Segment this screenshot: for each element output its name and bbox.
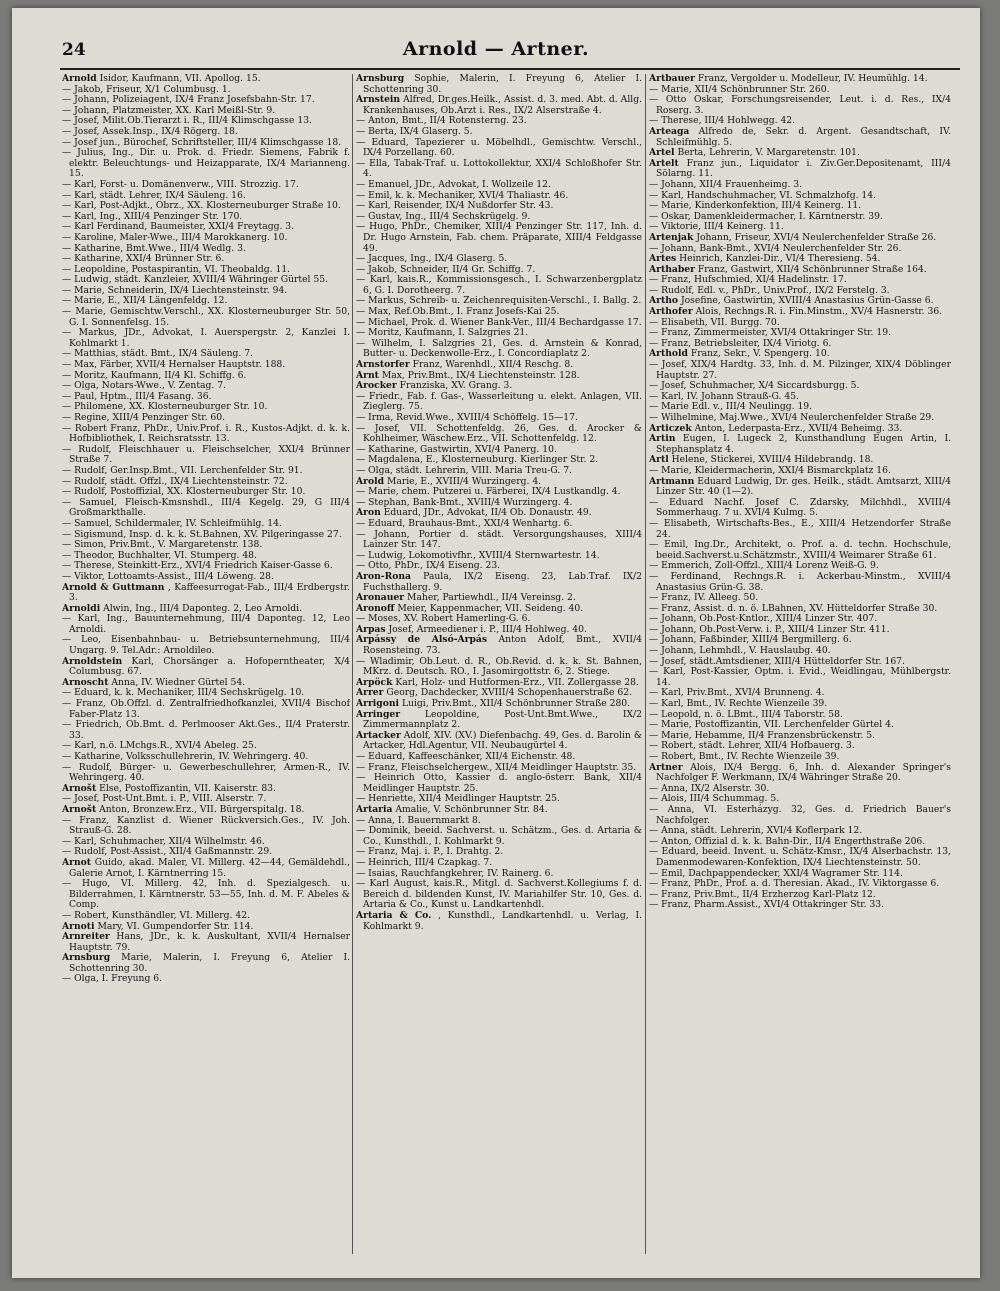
entry-text: — Marie, E., XII/4 Längenfeldg. 12.: [62, 295, 228, 307]
entry-text: — Therese, III/4 Hohlwegg. 42.: [649, 115, 796, 127]
entry-text: — Hugo, VI. Millerg. 42, Inh. d. Spezialgesch. u. Bilderrahmen, I. Kärntnerstr. 53—55, Inh. d. M. F. Abeles & Comp.: [62, 878, 350, 911]
entry-text: Josef, Armeediener i. P., III/4 Hohlweg. 40.: [388, 623, 587, 635]
entry-text: — Katharine, Volksschullehrerin, IV. Wehringerg. 40.: [62, 751, 309, 762]
entry-text: — Jacques, Ing., IX/4 Glaserg. 5.: [356, 253, 508, 265]
entry-text: — Josef jun., Bürochef, Schriftsteller, III/4 Klimschgasse 18.: [62, 136, 342, 148]
entry-text: Luigi, Priv.Bmt., XII/4 Schönbrunner Straße 280.: [401, 698, 631, 710]
entry-text: — Karl, Schuhmacher, XII/4 Wilhelmstr. 46.: [62, 835, 265, 847]
entry-text: — Rudolf, Post-Assist., XII/4 Gaßmannstr. 29.: [62, 846, 273, 858]
entry-text: — Oskar, Damenkleidermacher, I. Kärntnerstr. 39.: [649, 210, 883, 222]
entry-text: — Alois, III/4 Schummag. 5.: [649, 793, 780, 805]
directory-entry: [62, 657, 350, 678]
entry-text: — Karoline, Maler-Wwe., III/4 Marokkanerg. 10.: [62, 231, 288, 243]
entry-text: — Johann, Lehmhdl., V. Hauslaubg. 40.: [649, 645, 831, 657]
entry-text: Georg, Dachdecker, XVIII/4 Schopenhauerstraße 62.: [386, 687, 633, 699]
entry-text: — Franz, Pharm.Assist., XVI/4 Ottakringer Str. 33.: [649, 899, 885, 911]
entry-text: — Robert, Bmt., IV. Rechte Wienzeile 39.: [649, 751, 840, 762]
entry-surname: Arnt: [356, 369, 379, 381]
entry-text: — Johann, Platzmeister, XX. Karl Meißl-Str. 9.: [62, 104, 276, 116]
entry-text: — Franz, Priv.Bmt., II/4 Erzherzog Karl-Platz 12.: [649, 888, 876, 900]
entry-text: Maher, Partiewhdl., II/4 Vereinsg. 2.: [407, 592, 576, 604]
entry-text: — Franz, PhDr., Prof. a. d. Theresian. Akad., IV. Viktorgasse 6.: [649, 878, 940, 890]
directory-entry: [356, 275, 642, 296]
entry-text: Karl, Holz- und Hutformen-Erz., VII. Zollergasse 28.: [395, 676, 639, 688]
directory-entry: [62, 635, 350, 656]
directory-entry: [62, 498, 350, 519]
directory-entry: [62, 763, 350, 784]
directory-entry: [62, 858, 350, 879]
entry-text: Franz, Gastwirt, XII/4 Schönbrunner Straße 164.: [697, 263, 927, 275]
entry-text: Amalie, V. Schönbrunner Str. 84.: [395, 803, 548, 815]
entry-text: — Wilhelm, I. Salzgries 21, Ges. d. Arnstein & Konrad, Butter- u. Deckenwolle-Erz., I. Concordiaplatz 2.: [356, 337, 642, 360]
entry-text: — Moses, XV. Robert Hamerling-G. 6.: [356, 613, 531, 625]
directory-entry: [62, 720, 350, 741]
entry-text: — Karl, kais.R., Kommissionsgesch., I. Schwarzenbergplatz 6, G. I. Dorotheerg. 7.: [356, 274, 642, 296]
entry-surname: Artho: [649, 295, 679, 307]
entry-surname: Arnstein: [356, 94, 401, 106]
entry-text: — Franz, Ob.Offzl. d. Zentralfriedhofkanzlei, XVII/4 Bischof Faber-Platz 13.: [62, 698, 350, 720]
entry-text: Heinrich, Kanzlei-Dir., VI/4 Theresieng. 54.: [679, 253, 881, 265]
directory-entry: [356, 635, 642, 656]
entry-text: — Karl, Bmt., IV. Rechte Wienzeile 39.: [649, 698, 828, 710]
entry-text: Alfred, Dr.ges.Heilk., Assist. d. 3. med. Abt. d. Allg. Krankenhauses, Ob.Arzt i. Res., IX/2 Alserstraße 4.: [363, 94, 642, 116]
entry-text: — Karl, städt. Lehrer, IX/4 Säuleng. 16.: [62, 189, 246, 201]
entry-text: — Franz, IV. Alleeg. 50.: [649, 592, 759, 604]
entry-surname: Arnstorfer: [356, 359, 410, 371]
entry-surname: Arrer: [356, 687, 384, 699]
entry-text: Leopoldine, Post-Unt.Bmt.Wwe., IX/2 Zimmermannplatz 2.: [363, 708, 642, 731]
entry-text: Eduard, JDr., Advokat, II/4 Ob. Donaustr. 49.: [383, 507, 592, 519]
directory-entry: [356, 222, 642, 254]
entry-text: — Johann, Portier d. städt. Versorgungshauses, XIII/4 Lainzer Str. 147.: [356, 528, 642, 551]
entry-text: — Anna, I. Bauernmarkt 8.: [356, 814, 481, 826]
directory-entry: [62, 953, 350, 974]
entry-surname: Artenjak: [649, 231, 694, 243]
entry-surname: Artaria: [356, 803, 393, 815]
entry-text: — Karl, Reisender, IX/4 Nußdorfer Str. 43.: [356, 200, 554, 212]
entry-text: — Rudolf, Ger.Insp.Bmt., VII. Lerchenfelder Str. 91.: [62, 464, 303, 476]
entry-text: — Eduard, Tapezierer u. Möbelhdl., Gemischtw. Verschl., IX/4 Porzellang. 60.: [356, 136, 642, 159]
directory-entry: [649, 900, 951, 911]
entry-text: — Marie, Kinderkonfektion, III/4 Keinerg. 11.: [649, 200, 862, 212]
entry-text: — Anton, Offizial d. k. k. Bahn-Dir., II/4 Engerthstraße 206.: [649, 835, 926, 847]
directory-entry: [62, 307, 350, 328]
entry-text: — Olga, I. Freyung 6.: [62, 973, 163, 985]
entry-text: Johann, Friseur, XVI/4 Neulerchenfelder Straße 26.: [696, 231, 937, 243]
directory-entry: [356, 911, 642, 932]
entry-text: — Friedr., Fab. f. Gas-, Wasserleitung u. elekt. Anlagen, VII. Zieglerg. 75.: [356, 390, 642, 413]
entry-text: — Matthias, städt. Bmt., IX/4 Säuleng. 7.: [62, 348, 253, 360]
entry-text: — Marie, Schneiderin, IX/4 Liechtensteinstr. 94.: [62, 284, 288, 296]
entry-text: — Josef, VII. Schottenfeldg. 26, Ges. d. Arocker & Kohlheimer, Wäschew.Erz., VII. Schottenfeldg. 12.: [356, 422, 642, 445]
entry-text: — Robert Franz, PhDr., Univ.Prof. i. R., Kustos-Adjkt. d. k. k. Hofbibliothek, I. Reichsratsstr. 13.: [62, 422, 350, 445]
entry-surname: Artl: [649, 454, 669, 466]
directory-entry: [62, 328, 350, 349]
entry-text: — Michael, Prok. d. Wiener Bank-Ver., III/4 Bechardgasse 17.: [356, 316, 642, 328]
entry-text: — Josef, Post-Unt.Bmt. i. P., VIII. Alserstr. 7.: [62, 793, 267, 805]
directory-entry: [649, 95, 951, 116]
entry-text: — Heinrich, III/4 Czapkag. 7.: [356, 856, 493, 868]
directory-entry: [649, 805, 951, 826]
entry-text: Paula, IX/2 Eiseng. 23, Lab.Traf. IX/2 Fuchsthallerg. 9.: [363, 570, 642, 593]
entry-text: — Karl, Ing., Bauunternehmung, III/4 Daponteg. 12, Leo Arnoldi.: [62, 613, 350, 635]
entry-text: — Moritz, Kaufmann, II/4 Kl. Schiffg. 6.: [62, 369, 247, 381]
entry-text: — Emil, k. k. Mechaniker, XVI/4 Thaliastr. 46.: [356, 189, 569, 201]
entry-text: — Elisabeth, VII. Burgg. 70.: [649, 316, 780, 328]
entry-text: — Rudolf, Fleischhauer u. Fleischselcher, XXI/4 Brünner Straße 7.: [62, 443, 350, 466]
entry-text: — Karl, IV. Johann Strauß-G. 45.: [649, 390, 799, 402]
entry-surname: Arthold: [649, 348, 688, 360]
entry-text: — Johann, XII/4 Frauenheimg. 3.: [649, 178, 803, 190]
entry-surname: Arnold: [62, 74, 97, 84]
entry-text: — Josef, städt.Amtsdiener, XIII/4 Hütteldorfer Str. 167.: [649, 655, 905, 667]
entry-text: — Emil, Dachpappendecker, XXI/4 Wagramer Str. 114.: [649, 867, 903, 879]
directory-entry: [356, 773, 642, 794]
entry-text: Anton, Lederpasta-Erz., XVII/4 Beheimg. 33.: [694, 422, 903, 434]
entry-text: Alois, Rechngs.R. i. Fin.Minstm., XV/4 Hasnerstr. 36.: [695, 306, 943, 318]
entry-text: — Josef, XIX/4 Hardtg. 33, Inh. d. M. Pilzinger, XIX/4 Döblinger Hauptstr. 27.: [649, 359, 951, 381]
entry-surname: Arocker: [356, 380, 397, 392]
directory-entry: [649, 127, 951, 148]
entry-surname: Arteaga: [649, 125, 690, 137]
entry-text: — Otto Oskar, Forschungsreisender, Leut. i. d. Res., IX/4 Roserg. 3.: [649, 94, 951, 116]
entry-text: — Franz, Kanzlist d. Wiener Rückversich.Ges., IV. Joh. Strauß-G. 28.: [62, 814, 350, 837]
entry-text: — Franz, Fleischselchergew., XII/4 Meidlinger Hauptstr. 35.: [356, 761, 637, 773]
entry-text: — Eduard, Kaffeeschänker, XII/4 Eichenstr. 48.: [356, 751, 576, 762]
entry-text: — Julius, Ing., Dir. u. Prok. d. Friedr. Siemens, Fabrik f. elektr. Beleuchtungs- und Heizapparate, IX/4 Marianneng. 15.: [62, 147, 350, 180]
entry-text: Berta, Lehrerin, V. Margaretenstr. 101.: [677, 147, 860, 159]
entry-text: — Wilhelmine, Maj.Wwe., XVI/4 Neulerchenfelder Straße 29.: [649, 412, 935, 423]
entry-text: — Karl, Handschuhmacher, VI. Schmalzhofg. 14.: [649, 189, 877, 201]
directory-entry: [62, 879, 350, 911]
entry-text: — Regine, XIII/4 Penzinger Str. 60.: [62, 412, 226, 423]
directory-entry: [62, 932, 350, 953]
entry-text: — Stephan, Bank-Bmt., XVIII/4 Wurzingerg. 4.: [356, 496, 573, 508]
entry-surname: Arnoti: [62, 920, 95, 932]
entry-text: — Simon, Priv.Bmt., V. Margaretenstr. 138.: [62, 539, 263, 551]
entry-text: — Rudolf, städt. Offzl., IX/4 Liechtensteinstr. 72.: [62, 475, 288, 487]
entry-text: Franz jun., Liquidator i. Ziv.Ger.Depositenamt, III/4 Sölarng. 11.: [656, 157, 951, 180]
entry-text: — Leo, Eisenbahnbau- u. Betriebsunternehmung, III/4 Ungarg. 9. Tel.Adr.: Arnoldileo.: [62, 634, 350, 657]
entry-text: — Emmerich, Zoll-Offzl., XIII/4 Lorenz Weiß-G. 9.: [649, 560, 879, 572]
entry-text: — Anna, städt. Lehrerin, XVI/4 Koflerpark 12.: [649, 825, 863, 837]
entry-text: — Emanuel, JDr., Advokat, I. Wollzeile 12.: [356, 178, 551, 190]
entry-surname: Arnošt: [62, 803, 97, 815]
entry-text: Anton Adolf, Bmt., XVII/4 Rosensteing. 73.: [363, 634, 642, 657]
entry-text: — Max, Färber, XVII/4 Hernalser Hauptstr. 188.: [62, 359, 286, 371]
entry-text: Eduard Ludwig, Dr. ges. Heilk., städt. Amtsarzt, XIII/4 Linzer Str. 40 (1—2).: [656, 475, 951, 498]
entry-text: — Markus, Schreib- u. Zeichenrequisiten-Verschl., I. Ballg. 2.: [356, 295, 642, 307]
entry-text: — Eduard, beeid. Invent. u. Schätz-Kmsr., IX/4 Alserbachstr. 13, Damenmodewaren-Konfektion, IX/4 Liechtensteinstr. 50.: [649, 846, 951, 868]
entry-text: — Robert, städt. Lehrer, XII/4 Hofbauerg. 3.: [649, 740, 855, 752]
entry-surname: Arpöck: [356, 676, 393, 688]
page-header: [12, 34, 980, 64]
entry-text: Meier, Kappenmacher, VII. Seideng. 40.: [397, 602, 584, 614]
entry-text: — Anna, IX/2 Alserstr. 30.: [649, 782, 770, 794]
entry-text: — Emil, Ing.Dr., Architekt, o. Prof. a. d. techn. Hochschule, beeid.Sachverst.u.Schätzmstr., XVIII/4 Weimarer Straße 61.: [649, 539, 951, 561]
entry-text: — Josef, Schuhmacher, X/4 Siccardsburgg. 5.: [649, 380, 860, 392]
entry-text: — Johann, Ob.Post-Verw. i. P., XIII/4 Linzer Str. 411.: [649, 623, 890, 635]
entry-surname: Arthaber: [649, 263, 695, 275]
entry-surname: Aron-Rona: [356, 570, 411, 582]
entry-text: — Samuel, Fleisch-Kmsnshdl., III/4 Kegelg. 29, G III/4 Großmarkthalle.: [62, 496, 350, 519]
directory-entry: [649, 572, 951, 593]
entry-text: Else, Postoffizantin, VII. Kaiserstr. 83.: [99, 782, 276, 794]
entry-text: — Gustav, Ing., III/4 Sechskrügelg. 9.: [356, 210, 531, 222]
entry-surname: Aron: [356, 507, 381, 519]
entry-text: — Ferdinand, Rechngs.R. i. Ackerbau-Minstm., XVIII/4 Anastasius Grün-G. 38.: [649, 570, 951, 593]
entry-text: — Rudolf, Bürger- u. Gewerbeschullehrer, Armen-R., IV. Wehringerg. 40.: [62, 761, 350, 784]
entry-text: Alwin, Ing., III/4 Daponteg. 2, Leo Arnoldi.: [103, 602, 303, 614]
entry-surname: Artmann: [649, 475, 695, 487]
entry-text: — Katharine, Gastwirtin, XVI/4 Panerg. 10.: [356, 443, 557, 455]
entry-surname: Arnoldi: [62, 602, 101, 614]
entry-text: — Karl, Post-Kassier, Optm. i. Evid., Weidlingau, Mühlbergstr. 14.: [649, 666, 951, 688]
column-divider: [352, 74, 353, 1254]
entry-text: — Berta, IX/4 Glaserg. 5.: [356, 125, 473, 137]
entry-text: — Paul, Hptm., III/4 Fasang. 36.: [62, 390, 212, 402]
entry-text: Karl, Chorsänger a. Hofoperntheater, X/4 Columbusg. 67.: [69, 655, 350, 678]
entry-text: — Karl, Post-Adjkt., Obrz., XX. Klosterneuburger Straße 10.: [62, 200, 341, 212]
entry-surname: Arnoldstein: [62, 655, 123, 667]
directory-entry: [62, 424, 350, 445]
entry-surname: Articzek: [649, 422, 692, 434]
directory-entry: [356, 572, 642, 593]
entry-text: — Magdalena, E., Klosterneuburg. Kierlinger Str. 2.: [356, 454, 599, 466]
entry-text: — Rudolf, Postoffizial, XX. Klosterneuburger Str. 10.: [62, 486, 306, 498]
entry-text: — Robert, Kunsthändler, VI. Millerg. 42.: [62, 909, 250, 921]
directory-entry: [356, 530, 642, 551]
entry-text: — Anton, Bmt., II/4 Rotensterng. 23.: [356, 115, 527, 127]
entry-surname: Artel: [649, 147, 675, 159]
entry-text: — Dominik, beeid. Sachverst. u. Schätzm., Ges. d. Artaria & Co., Kunsthdl., I. Kohlmarkt 9.: [356, 825, 642, 847]
directory-entry: [356, 879, 642, 911]
entry-text: Alfredo de, Sekr. d. Argent. Gesandtschaft, IV. Schleifmühlg. 5.: [656, 125, 951, 148]
entry-surname: Aronoff: [356, 602, 395, 614]
entry-surname: Artacker: [356, 729, 401, 741]
entry-text: — Karl Ferdinand, Baumeister, XXI/4 Freytagg. 3.: [62, 221, 295, 233]
entry-text: Franziska, XV. Grang. 3.: [399, 380, 513, 392]
entry-text: Hans, JDr., k. k. Auskultant, XVII/4 Hernalser Hauptstr. 79.: [69, 931, 350, 953]
column-3: [649, 74, 951, 1254]
entry-text: Isidor, Kaufmann, VII. Apollog. 15.: [99, 74, 261, 84]
entry-text: Marie, Malerin, I. Freyung 6, Atelier I. Schottenring 30.: [69, 952, 350, 974]
entry-text: — Elisabeth, Wirtschafts-Bes., E., XIII/4 Hetzendorfer Straße 24.: [649, 517, 951, 540]
entry-text: — Henriette, XII/4 Meidlinger Hauptstr. 25.: [356, 793, 560, 805]
entry-text: — Friedrich, Ob.Bmt. d. Perlmooser Akt.Ges., II/4 Praterstr. 33.: [62, 719, 350, 741]
entry-surname: Arnošt: [62, 782, 97, 794]
entry-text: — Olga, Notars-Wwe., V. Zentag. 7.: [62, 380, 226, 392]
entry-text: — Katharine, Bmt.Wwe., III/4 Wedlg. 3.: [62, 242, 246, 254]
entry-text: — Franz, Assist. d. n. ö. LBahnen, XV. Hütteldorfer Straße 30.: [649, 602, 938, 614]
entry-text: — Karl, Priv.Bmt., XVI/4 Brunneng. 4.: [649, 687, 825, 699]
entry-text: — Theodor, Buchhalter, VI. Stumperg. 48.: [62, 549, 257, 561]
directory-entry: [649, 159, 951, 180]
directory-entry: [649, 360, 951, 381]
entry-text: — Ella, Tabak-Traf. u. Lottokollektur, XXI/4 Schloßhofer Str. 4.: [356, 157, 642, 180]
entry-text: Mary, VI. Gumpendorfer Str. 114.: [97, 920, 254, 932]
entry-text: — Johann, Bank-Bmt., XVI/4 Neulerchenfelder Str. 26.: [649, 242, 902, 254]
directory-entry: [62, 445, 350, 466]
entry-text: — Rudolf, Edl. v., PhDr., Univ.Prof., IX/2 Ferstelg. 3.: [649, 284, 890, 296]
entry-text: Sophie, Malerin, I. Freyung 6, Atelier I. Schottenring 30.: [363, 74, 642, 95]
entry-text: Max, Priv.Bmt., IX/4 Liechtensteinstr. 128.: [381, 369, 580, 381]
header-rule: [60, 68, 960, 70]
directory-entry: [649, 498, 951, 519]
entry-text: — Heinrich Otto, Kassier d. anglo-österr. Bank, XII/4 Meidlinger Hauptstr. 25.: [356, 772, 642, 794]
entry-text: — Ludwig, Lokomotivfhr., XVIII/4 Sternwartestr. 14.: [356, 549, 600, 561]
entry-surname: Arnreiter: [62, 931, 110, 943]
directory-entry: [356, 424, 642, 445]
directory-entry: [356, 392, 642, 413]
entry-text: — Markus, JDr., Advokat, I. Auerspergstr. 2, Kanzlei I. Kohlmarkt 1.: [62, 327, 350, 349]
directory-entry: [649, 667, 951, 688]
entry-text: , Kunsthdl., Landkartenhdl. u. Verlag, I. Kohlmarkt 9.: [363, 909, 642, 932]
entry-text: — Jakob, Friseur, X/1 Columbusg. 1.: [62, 83, 231, 95]
entry-surname: Arold: [356, 475, 385, 487]
directory-entry: [356, 339, 642, 360]
entry-text: — Samuel, Schildermaler, IV. Schleifmühlg. 14.: [62, 517, 282, 529]
directory-entry: [356, 657, 642, 678]
directory-entry: [62, 148, 350, 180]
directory-entry: [356, 95, 642, 116]
entry-text: — Olga, städt. Lehrerin, VIII. Maria Treu-G. 7.: [356, 464, 573, 476]
entry-text: — Marie, chem. Putzerei u. Färberei, IX/4 Lustkandlg. 4.: [356, 486, 621, 498]
entry-text: Guido, akad. Maler, VI. Millerg. 42—44, Gemäldehdl., Galerie Arnot, I. Kärntnerring 15.: [69, 856, 350, 879]
directory-entry: [356, 159, 642, 180]
entry-text: — Wladimir, Ob.Leut. d. R., Ob.Revid. d. k. k. St. Bahnen, MKrz. d. Deutsch. RO., I. Jasomirgottstr. 6, 2. Stiege.: [356, 655, 642, 678]
entry-text: — Johann, Polizeiagent, IX/4 Franz Josefsbahn-Str. 17.: [62, 94, 315, 106]
entry-surname: Arnsburg: [356, 74, 405, 84]
entry-text: — Karl, n.ö. LMchgs.R., XVI/4 Abeleg. 25.: [62, 740, 257, 752]
entry-surname: Artaria & Co.: [356, 909, 432, 921]
entry-text: — Jakob, Schneider, II/4 Gr. Schiffg. 7.: [356, 263, 536, 275]
entry-text: Anton, Bronzew.Erz., VII. Bürgerspitalg. 18.: [99, 803, 305, 815]
entry-text: — Max, Ref.Ob.Bmt., I. Franz Josefs-Kai 25.: [356, 306, 560, 318]
entry-text: — Viktor, Lottoamts-Assist., III/4 Löweng. 28.: [62, 570, 274, 582]
directory-entry: [356, 710, 642, 731]
directory-entry: [62, 974, 350, 985]
entry-surname: Arpássy de Alsó-Arpás: [356, 634, 488, 646]
entry-text: — Franz, Maj. i. P., I. Drahtg. 2.: [356, 846, 504, 858]
entry-text: — Karl, Forst- u. Domänenverw., VIII. Strozzig. 17.: [62, 178, 299, 190]
entry-text: — Otto, PhDr., IX/4 Eiseng. 23.: [356, 560, 501, 572]
entry-surname: Artin: [649, 433, 676, 445]
directory-entry: [62, 699, 350, 720]
entry-text: — Philomene, XX. Klosterneuburger Str. 10.: [62, 401, 268, 413]
directory-entry: [356, 138, 642, 159]
entry-text: — Katharine, XXI/4 Brünner Str. 6.: [62, 253, 225, 265]
entry-text: — Leopold, n. ö. LBmt., III/4 Taborstr. 58.: [649, 708, 843, 720]
entry-surname: Artes: [649, 253, 677, 265]
entry-text: — Moritz, Kaufmann, I. Salzgries 21.: [356, 327, 529, 339]
entry-text: — Sigismund, Insp. d. k. k. St.Bahnen, XV. Pilgeringasse 27.: [62, 528, 342, 540]
entry-text: — Marie, XII/4 Schönbrunner Str. 260.: [649, 83, 830, 95]
entry-text: — Eduard, k. k. Mechaniker, III/4 Sechskrügelg. 10.: [62, 687, 305, 699]
entry-text: — Franz, Zimmermeister, XVI/4 Ottakringer Str. 19.: [649, 327, 892, 339]
entry-text: Franz, Warenhdl., XII/4 Reschg. 8.: [412, 359, 574, 371]
entry-text: Alois, IX/4 Bergg. 6, Inh. d. Alexander Springer's Nachfolger F. Werkmann, IX/4 Währinger Straße 20.: [656, 761, 951, 784]
entry-text: — Johann, Faßbinder, XIII/4 Bergmillerg. 6.: [649, 634, 852, 646]
entry-text: — Franz, Betriebsleiter, IX/4 Viriotg. 6.: [649, 337, 832, 349]
directory-entry: [356, 826, 642, 847]
directory-entry: [356, 74, 642, 95]
entry-text: — Therese, Steinkitt-Erz., XVI/4 Friedrich Kaiser-Gasse 6.: [62, 560, 333, 572]
column-1: [62, 74, 350, 1254]
entry-surname: Arnot: [62, 856, 92, 868]
entry-surname: Arrigoni: [356, 698, 400, 710]
entry-text: — Isaias, Rauchfangkehrer, IV. Rainerg. 6.: [356, 867, 554, 879]
entry-surname: Arnoscht: [62, 676, 109, 688]
entry-surname: Artelt: [649, 157, 679, 169]
entry-text: Franz, Vergolder u. Modelleur, IV. Heumühlg. 14.: [697, 74, 928, 84]
entry-text: — Irma, Revid.Wwe., XVIII/4 Schöffelg. 15—17.: [356, 412, 578, 423]
entry-text: — Josef, Assek.Insp., IX/4 Rögerg. 18.: [62, 125, 238, 137]
directory-entry: [62, 583, 350, 604]
entry-surname: Aronauer: [356, 592, 405, 604]
entry-text: Josefine, Gastwirtin, XVIII/4 Anastasius Grün-Gasse 6.: [680, 295, 934, 307]
entry-text: — Marie, Kleidermacherin, XXI/4 Bismarckplatz 16.: [649, 464, 891, 476]
entry-surname: Artbauer: [649, 74, 695, 84]
entry-text: — Eduard Nachf. Josef C. Zdarsky, Milchhdl., XVIII/4 Sommerhaug. 7 u. XVI/4 Kulmg. 5.: [649, 496, 951, 519]
entry-surname: Arringer: [356, 708, 401, 720]
entry-surname: Arnsburg: [62, 952, 111, 964]
entry-text: Anna, IV. Wiedner Gürtel 54.: [111, 676, 246, 688]
directory-entry: [62, 614, 350, 635]
running-title: Arnold — Artner.: [402, 38, 590, 60]
page-number: 24: [62, 40, 86, 60]
entry-text: — Johann, Ob.Post-Kntlor., XIII/4 Linzer Str. 407.: [649, 613, 878, 625]
entry-text: — Viktorie, III/4 Keinerg. 11.: [649, 221, 784, 233]
directory-entry: [649, 540, 951, 561]
directory-entry: [649, 434, 951, 455]
entry-text: — Anna, VI. Esterházyg. 32, Ges. d. Friedrich Bauer's Nachfolger.: [649, 803, 951, 826]
entry-text: — Josef, Milit.Ob.Tierarzt i. R., III/4 Klimschgasse 13.: [62, 115, 312, 127]
directory-entry: [62, 816, 350, 837]
directory-entry: [649, 847, 951, 868]
entry-text: Adolf, XIV. (XV.) Diefenbachg. 49, Ges. d. Barolin & Artacker, Hdl.Agentur, VII. Neubaugürtel 4.: [363, 729, 642, 752]
entry-text: — Marie, Hebamme, II/4 Franzensbrückenstr. 5.: [649, 729, 875, 741]
directory-entry: [356, 731, 642, 752]
directory-entry: [649, 519, 951, 540]
directory-entry: [649, 763, 951, 784]
entry-text: — Marie, Gemischtw.Verschl., XX. Klosterneuburger Str. 50, G. I. Sonnenfelsg. 15.: [62, 306, 350, 328]
directory-page: [12, 8, 980, 1278]
entry-text: Eugen, I. Lugeck 2, Kunsthandlung Eugen Artin, I. Stephansplatz 4.: [656, 433, 951, 455]
entry-surname: Arnold & Guttmann: [62, 581, 165, 593]
entry-text: — Marie Edl. v., III/4 Neulingg. 19.: [649, 401, 813, 413]
entry-text: — Karl, Ing., XIII/4 Penzinger Str. 170.: [62, 210, 243, 222]
entry-text: — Franz, Hufschmied, XI/4 Hadelinstr. 17.: [649, 274, 847, 286]
entry-text: — Hugo, PhDr., Chemiker, XIII/4 Penzinger Str. 117, Inh. d. Dr. Hugo Arnstein, Fab. chem. Präparate, XIII/4 Feldgasse 49.: [356, 221, 642, 254]
column-2: [356, 74, 642, 1254]
column-divider: [645, 74, 646, 1254]
entry-text: — Eduard, Brauhaus-Bmt., XXI/4 Wenhartg. 6.: [356, 517, 573, 529]
entry-text: — Leopoldine, Postaspirantin, VI. Theobaldg. 11.: [62, 263, 291, 275]
entry-text: Helene, Stickerei, XVIII/4 Hildebrandg. 18.: [671, 454, 874, 466]
entry-surname: Artner: [649, 761, 683, 773]
entry-text: Franz, Sekr., V. Spengerg. 10.: [690, 348, 830, 360]
entry-surname: Arpas: [356, 623, 386, 635]
entry-text: Marie, E., XVIII/4 Wurzingerg. 4.: [386, 475, 542, 487]
entry-text: — Ludwig, städt. Kanzleier, XVIII/4 Währinger Gürtel 55.: [62, 274, 328, 286]
entry-text: , Kaffeesurrogat-Fab., III/4 Erdbergstr. 3.: [69, 581, 350, 604]
entry-text: — Karl August, kais.R., Mitgl. d. Sachverst.Kollegiums f. d. Bereich d. bildenden Kunst, IV. Mariahilfer Str. 10, Ges. d. Artaria & Co., Kunst u. Landkartenhdl.: [356, 878, 642, 911]
entry-surname: Arthofer: [649, 306, 693, 318]
entry-text: — Marie, Postoffizantin, VII. Lerchenfelder Gürtel 4.: [649, 719, 894, 731]
directory-entry: [649, 477, 951, 498]
